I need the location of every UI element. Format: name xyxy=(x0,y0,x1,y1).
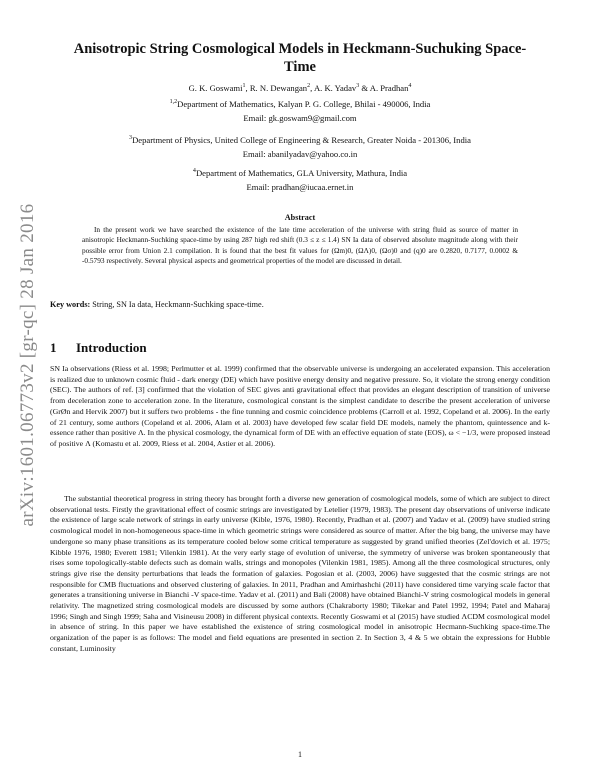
email-2: Email: abanilyadav@yahoo.co.in xyxy=(242,149,358,159)
email-3: Email: pradhan@iucaa.ernet.in xyxy=(246,182,354,192)
author-name: A. Pradhan xyxy=(369,83,409,93)
keywords-label: Key words: xyxy=(50,300,91,309)
abstract-text: In the present work we have searched the existence of the late time acceleration of the universe with string fluid as source of matter in anisotropic Heckmann-Suchking space-time by using 287 high red shift (0.3 ≤ z ≤ 1.4) SN Ia data of observed absolute magnitude along with their possible error from Union 2.1 compilation. It is found that the best fit values for (Ωm)0, (ΩΛ)0, (Ωσ)0 and (q)0 are 0.2820, 0.7177, 0.0002 & -0.5793 respectively. Several physical aspects and geometrical properties of the model are discussed in detail. xyxy=(82,225,518,265)
author-name: A. K. Yadav xyxy=(313,83,357,93)
author-name: R. N. Dewangan xyxy=(249,83,308,93)
author-name: G. K. Goswami xyxy=(188,83,243,93)
arxiv-identifier[interactable]: arXiv:1601.06773v2 [gr-qc] 28 Jan 2016 xyxy=(17,203,38,527)
affiliation-1: $^{1,2}$Department of Mathematics, Kalyan P. G. College, Bhilai - 490006, India xyxy=(169,99,431,109)
abstract-heading: Abstract xyxy=(284,213,316,222)
paragraph: The substantial theoretical progress in string theory has brought forth a diverse new generation of cosmological models, some of which are subject to direct observational tests. Firstly the gravitational effect of cosmic strings are investigated by Letelier (1979, 1983). The present day observations of universe indicate the existence of large scale network of strings in early universe (Kible, 1976, 1980). Recently, Pradhan et al. (2007) and Yadav et al. (2009) have studied string cosmological model in non-homogeneous space-time in which geometric strings were considered as source of matter. After the big bang, the universe may have undergone so many phase transitions as its temperature cooled below some critical temperature as suggested by grand unified theories (Zel'dovich et al. 1975; Kibble 1976, 1980; Everett 1981; Vilenkin 1981). At the very early stage of evolution of universe, the symmetry of universe was broken spontaneously that rises some topologically-stable defects such as domain walls, strings and monopoles (Vilenkin 1981, 1985). Among all the three cosmological structures, only strings give rise the density perturbations that leads the formation of galaxies. Pogosian et al. (2003, 2006) have suggested that the cosmic strings are not responsible for CMB fluctuations and observed clustering of galaxies. In 2011, Pradhan and Amirhashchi (2011) have considered time varying scale factor that generates a transitioning universe in Bianchi -V space-time. Yadav et al. (2011) and Bali (2008) have obtained Bianchi-V string cosmological models in general relativity. The magnetized string cosmological models are discussed by some authors (Chakraborty 1980; Tikekar and Patel 1992, 1994; Patel and Maharaj 1996; Singh and Singh 1999; Saha and Visineusu 2008) in different physical contexts. Recently Goswami et al (2015) have studied ΛCDM cosmological model in absence of string. In this paper we have established the existence of string cosmological model in anisotropic Hecmann-Suchking space-time.The organization of the paper is as follows: The model and field equations are presented in section 2. In Section 3, 4 & 5 we obtain the expressions for Hubble constant, Luminosity xyxy=(50,494,550,653)
keywords-text: String, SN Ia data, Heckmann-Suchking space-time. xyxy=(92,300,264,309)
affiliation-3: $^4$Department of Mathematics, GLA University, Mathura, India xyxy=(192,168,408,178)
keywords xyxy=(50,300,550,309)
affiliation-2: $^3$Department of Physics, United College of Engineering & Research, Greater Noida - 201306, India xyxy=(129,135,471,145)
paragraph: SN Ia observations (Riess et al. 1998; Perlmutter et al. 1999) confirmed that the observable universe is undergoing an accelerated expansion. This acceleration is realized due to unknown cosmic fluid - dark energy (DE) which have positive energy density and negative pressure. So, it violate the strong energy condition (SEC). The authors of ref. [3] confirmed that the violation of SEC gives anti gravitational effect that provides an elegant description of transition of universe from deceleration zone to acceleration zone. In the literature, cosmological constant is the simplest candidate to describe the present acceleration of universe (GrØn and Hervik 2007) but it suffers two problems - the fine tunning and cosmic coincidence problems (Carroll et al. 1992, Copeland et al. 2006). In the early of 21 century, some authors (Copeland et al. 2006, Alam et al. 2003) have developed few scalar field DE models, namely the phantom, quintessence and k-essence rather than positive Λ. In the physical cosmology, the dynamical form of DE with an effective equation of state (EOS), ω < −1/3, were proposed instead of positive Λ (Komastu et al. 2009, Riess et al. 2004, Astier et al. 2006). xyxy=(50,364,550,448)
email-1: Email: gk.goswam9@gmail.com xyxy=(243,113,357,123)
section-number: 1 xyxy=(50,340,57,355)
section-heading xyxy=(50,340,147,356)
paper-title: Anisotropic String Cosmological Models in Heckmann-Suchuking Space-Time xyxy=(73,41,527,75)
author-list: G. K. Goswami$^1$, R. N. Dewangan$^2$, A. K. Yadav$^3$ & A. Pradhan$^4$ xyxy=(188,83,412,93)
section-title: Introduction xyxy=(76,340,147,355)
page-number: 1 xyxy=(298,750,302,759)
